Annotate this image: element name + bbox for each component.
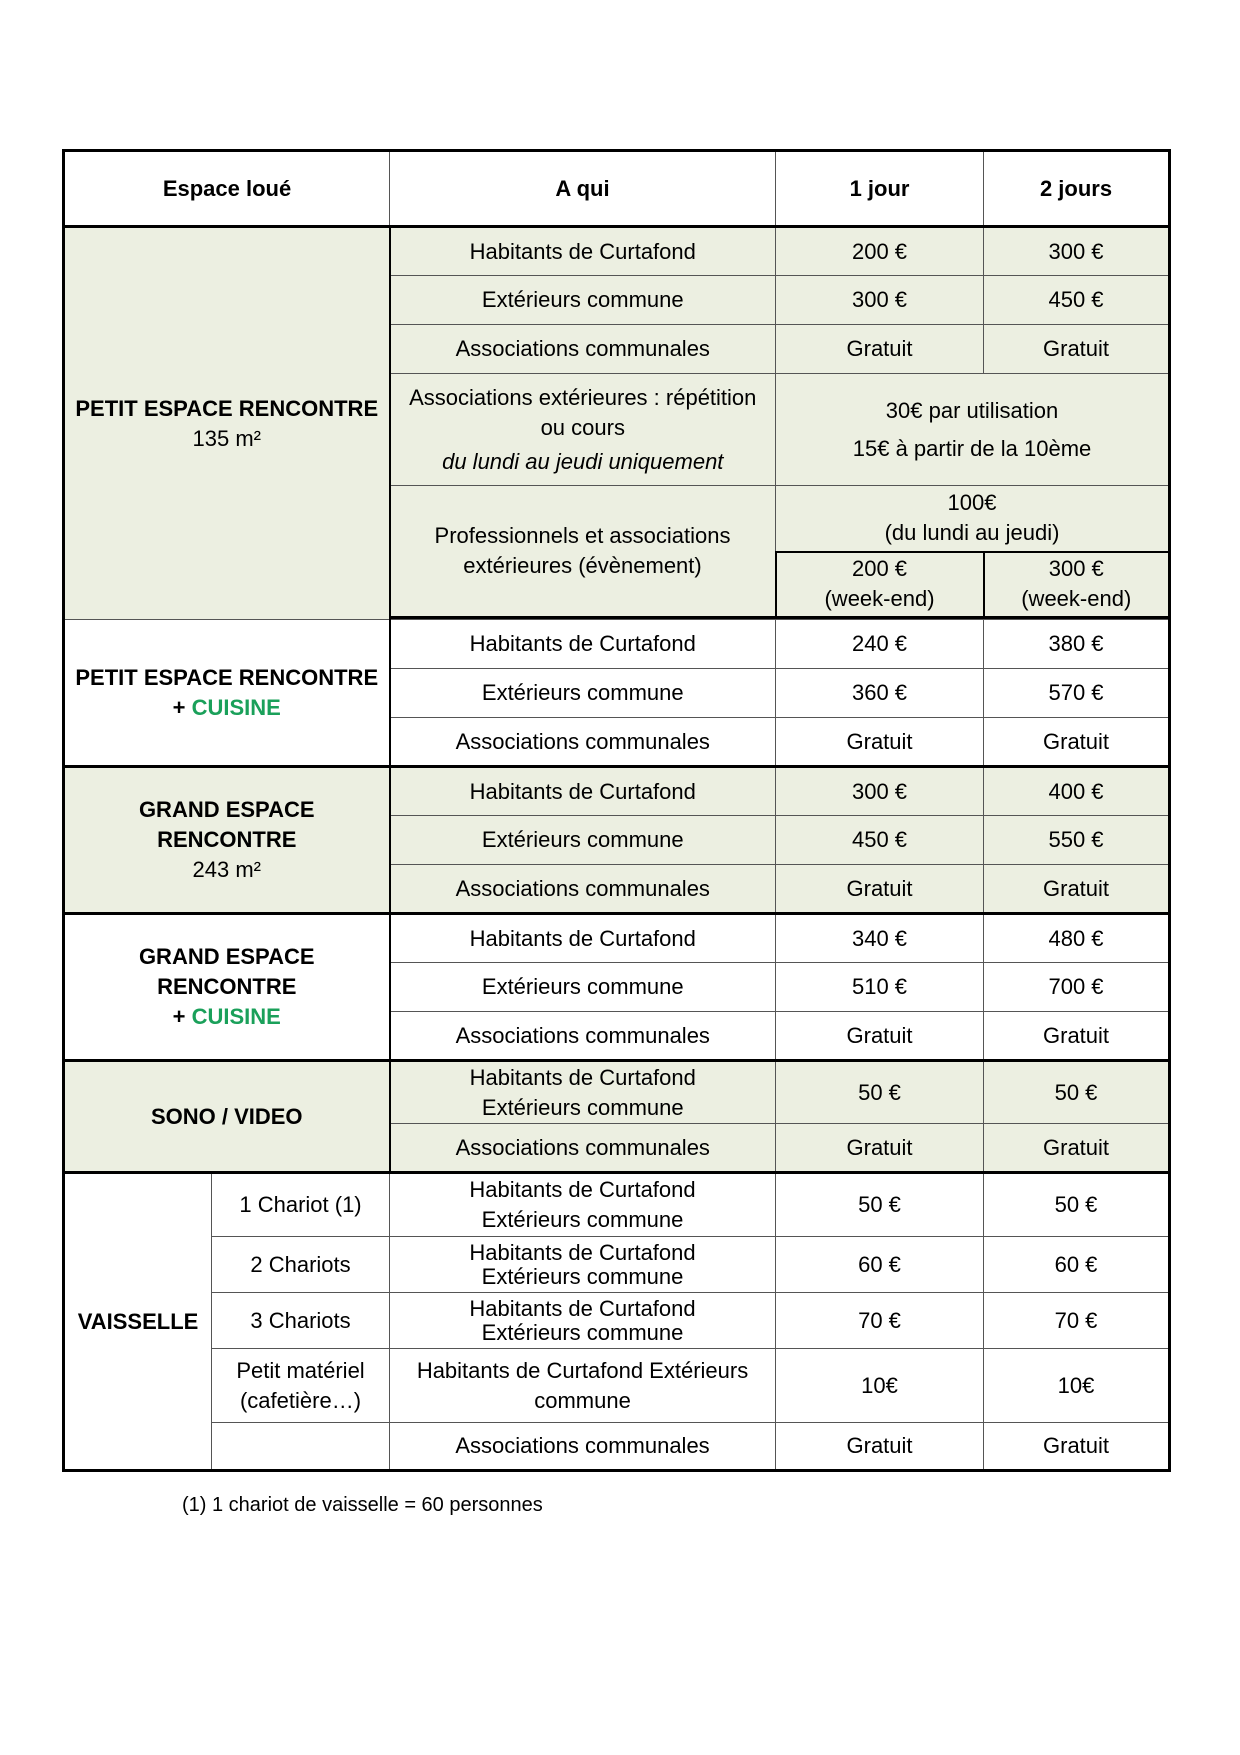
price-2-days: 60 € <box>984 1237 1170 1293</box>
who-line: Associations extérieures : répétition <box>409 384 757 410</box>
who-cell: Associations communales <box>390 1124 776 1173</box>
price-1-day: 50 € <box>776 1173 984 1237</box>
price-2-days: Gratuit <box>984 1124 1170 1173</box>
space-area: 243 m² <box>192 857 261 882</box>
plus-sign: + <box>172 1004 192 1029</box>
price-1-day: 50 € <box>776 1061 984 1124</box>
price-1-day: 340 € <box>776 914 984 963</box>
space-name: PETIT ESPACE RENCONTRE <box>75 395 379 421</box>
space-name: GRAND ESPACE RENCONTRE <box>138 944 315 999</box>
who-line: commune <box>534 1387 631 1413</box>
item-cell: 1 Chariot (1) <box>212 1173 390 1237</box>
price-line: 200 € <box>851 556 908 582</box>
space-grand-cuisine <box>64 914 390 1061</box>
price-1-day: Gratuit <box>776 865 984 914</box>
who-line: Habitants de Curtafond <box>469 1064 696 1090</box>
price-1-day: Gratuit <box>776 1423 984 1471</box>
kitchen-label: CUISINE <box>191 1004 281 1029</box>
space-grand <box>64 767 390 914</box>
price-2-days: 50 € <box>984 1173 1170 1237</box>
item-cell <box>212 1349 390 1423</box>
kitchen-label: CUISINE <box>191 694 281 720</box>
who-cell <box>390 1173 776 1237</box>
header-a-qui: A qui <box>390 151 776 227</box>
space-petit <box>64 227 390 620</box>
item-cell: 2 Chariots <box>212 1237 390 1293</box>
table-row <box>64 227 1170 276</box>
who-cell: Associations communales <box>390 1012 776 1061</box>
who-line: extérieures (évènement) <box>463 553 702 578</box>
who-cell <box>390 486 776 618</box>
table-row <box>64 1423 1170 1471</box>
space-name: GRAND ESPACE RENCONTRE <box>138 797 315 852</box>
price-line: 15€ à partir de la 10ème <box>852 435 1092 461</box>
who-line: Professionnels et associations <box>434 523 731 548</box>
tariff-table <box>62 149 1171 1472</box>
price-1-day: 360 € <box>776 669 984 718</box>
price-1-day: Gratuit <box>776 1012 984 1061</box>
price-1-day: Gratuit <box>776 718 984 767</box>
price-2-days: 550 € <box>984 816 1170 865</box>
who-line: Extérieurs commune <box>481 1207 684 1232</box>
who-cell: Habitants de Curtafond <box>390 227 776 276</box>
price-1-day: 300 € <box>776 767 984 816</box>
price-line: 300 € <box>1048 556 1104 582</box>
who-cell: Extérieurs commune <box>390 963 776 1012</box>
who-line: ou cours <box>540 414 625 440</box>
who-cell: Associations communales <box>390 718 776 767</box>
item-cell-empty <box>212 1423 390 1471</box>
who-cell: Habitants de Curtafond <box>390 914 776 963</box>
table-row <box>64 620 1170 669</box>
price-2-days: 50 € <box>984 1061 1170 1124</box>
price-2-days: 300 € <box>984 227 1170 276</box>
header-1-jour: 1 jour <box>776 151 984 227</box>
who-cell: Associations communales <box>390 325 776 374</box>
who-note: du lundi au jeudi uniquement <box>442 448 724 474</box>
who-cell: Habitants de Curtafond <box>390 767 776 816</box>
price-1-day: 70 € <box>776 1293 984 1349</box>
price-1-day: 240 € <box>776 620 984 669</box>
who-cell: Extérieurs commune <box>390 669 776 718</box>
price-line: 30€ par utilisation <box>885 397 1059 423</box>
header-espace: Espace loué <box>64 151 390 227</box>
plus-sign: + <box>172 694 192 720</box>
who-cell: Extérieurs commune <box>390 816 776 865</box>
who-cell: Associations communales <box>390 865 776 914</box>
price-1-day: Gratuit <box>776 325 984 374</box>
footnote: (1) 1 chariot de vaisselle = 60 personnes <box>182 1494 543 1516</box>
who-cell <box>390 374 776 486</box>
price-1-day: 450 € <box>776 816 984 865</box>
price-2-days: 700 € <box>984 963 1170 1012</box>
who-line: Extérieurs commune <box>481 1094 684 1120</box>
who-cell <box>390 1349 776 1423</box>
price-weekend-1-day <box>776 552 984 618</box>
table-row <box>64 1349 1170 1423</box>
table-row <box>64 1237 1170 1293</box>
price-2-days: Gratuit <box>984 718 1170 767</box>
price-2-days: Gratuit <box>984 1012 1170 1061</box>
price-weekend-2-days <box>984 552 1170 618</box>
item-line: (cafetière…) <box>239 1387 362 1413</box>
who-line: Extérieurs commune <box>481 1319 684 1345</box>
price-2-days: 10€ <box>984 1349 1170 1423</box>
price-2-days: Gratuit <box>984 1423 1170 1471</box>
price-2-days: Gratuit <box>984 325 1170 374</box>
who-cell <box>390 1061 776 1124</box>
price-1-day: 200 € <box>776 227 984 276</box>
price-2-days: Gratuit <box>984 865 1170 914</box>
price-2-days: 570 € <box>984 669 1170 718</box>
price-1-day: 10€ <box>776 1349 984 1423</box>
space-petit-cuisine <box>64 620 390 767</box>
price-1-day: 60 € <box>776 1237 984 1293</box>
price-1-day: 510 € <box>776 963 984 1012</box>
who-line: Habitants de Curtafond <box>469 1239 696 1265</box>
header-2-jours: 2 jours <box>984 151 1170 227</box>
who-cell <box>390 1293 776 1349</box>
who-line: Habitants de Curtafond Extérieurs <box>416 1357 749 1383</box>
price-note: (week-end) <box>1021 586 1132 612</box>
table-row <box>64 1293 1170 1349</box>
who-line: Habitants de Curtafond <box>469 1295 696 1321</box>
table-row <box>64 914 1170 963</box>
item-cell: 3 Chariots <box>212 1293 390 1349</box>
who-cell: Extérieurs commune <box>390 276 776 325</box>
price-week <box>776 486 1170 552</box>
table-row <box>64 1173 1170 1237</box>
price-2-days: 70 € <box>984 1293 1170 1349</box>
table-row <box>64 1061 1170 1124</box>
space-vaisselle: VAISSELLE <box>64 1173 212 1471</box>
who-line: Habitants de Curtafond <box>469 1177 696 1202</box>
price-2-days: 380 € <box>984 620 1170 669</box>
item-line: Petit matériel <box>236 1357 365 1383</box>
who-cell: Associations communales <box>390 1423 776 1471</box>
price-note: (week-end) <box>824 586 935 612</box>
space-area: 135 m² <box>192 425 261 451</box>
price-1-day: 300 € <box>776 276 984 325</box>
price-usage <box>776 374 1170 486</box>
table-row <box>64 767 1170 816</box>
price-2-days: 400 € <box>984 767 1170 816</box>
price-note: (du lundi au jeudi) <box>884 520 1060 546</box>
who-cell <box>390 1237 776 1293</box>
price-1-day: Gratuit <box>776 1124 984 1173</box>
table-header <box>64 151 1170 227</box>
price-2-days: 450 € <box>984 276 1170 325</box>
price-2-days: 480 € <box>984 914 1170 963</box>
space-sono: SONO / VIDEO <box>64 1061 390 1173</box>
who-cell: Habitants de Curtafond <box>390 620 776 669</box>
space-name: PETIT ESPACE RENCONTRE <box>75 664 379 690</box>
price-line: 100€ <box>947 490 997 516</box>
who-line: Extérieurs commune <box>481 1263 684 1289</box>
